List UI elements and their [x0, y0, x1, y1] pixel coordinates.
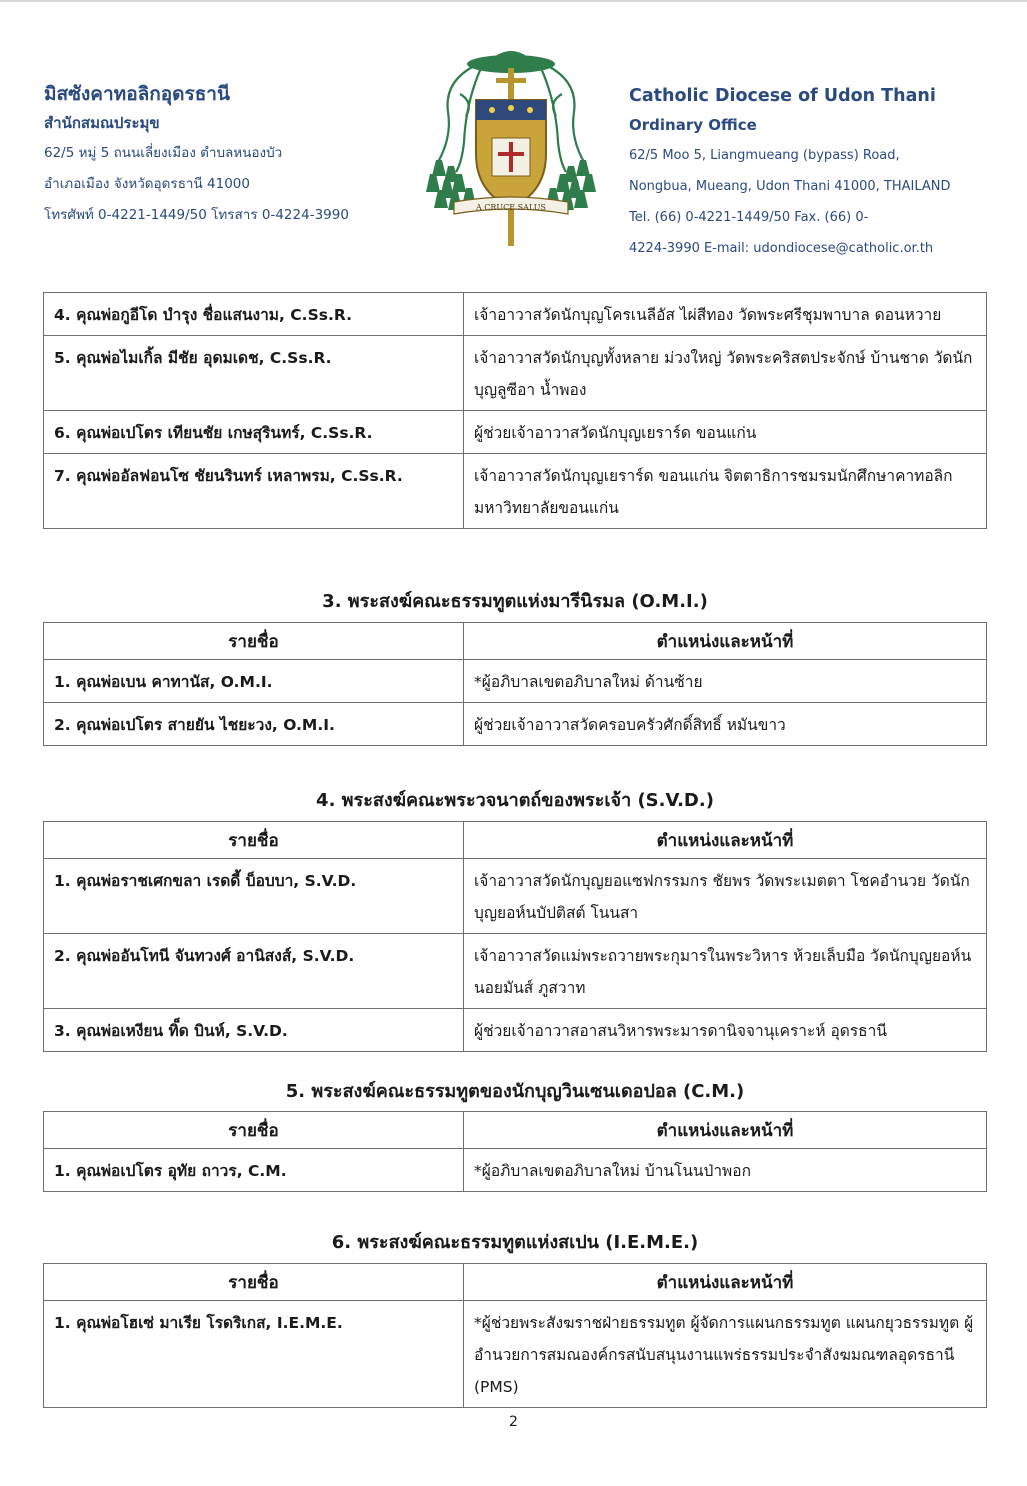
office-name-english: Ordinary Office — [629, 116, 757, 134]
section-title-omi: 3. พระสงฆ์คณะธรรมทูตแห่งมารีนิรมล (O.M.I.) — [322, 591, 708, 612]
table-header-row — [44, 623, 987, 660]
address-line-1-thai: 62/5 หมู่ 5 ถนนเลี่ยงเมือง ตำบลหนองบัว — [44, 145, 283, 161]
column-header-position: ตำแหน่งและหน้าที่ — [464, 623, 987, 660]
priest-name: 7. คุณพ่ออัลฟอนโซ ชัยนรินทร์ เหลาพรม, C.Ss.R. — [44, 454, 464, 529]
table-header-row — [44, 1264, 987, 1301]
address-line-2-thai: อำเภอเมือง จังหวัดอุดรธานี 41000 — [44, 176, 250, 192]
column-header-name: รายชื่อ — [44, 623, 464, 660]
header-thai — [44, 80, 464, 231]
table-omi — [43, 622, 987, 746]
table-row — [44, 293, 987, 336]
section-title-ieme: 6. พระสงฆ์คณะธรรมทูตแห่งสเปน (I.E.M.E.) — [331, 1232, 699, 1253]
priest-name: 1. คุณพ่อเบน คาทานัส, O.M.I. — [44, 660, 464, 703]
crest-motto: A CRUCE SALUS — [475, 203, 547, 212]
page-number: 2 — [509, 1414, 518, 1430]
header-english — [629, 82, 1019, 264]
column-header-name: รายชื่อ — [44, 1264, 464, 1301]
email-line-english: 4224-3990 E-mail: udondiocese@catholic.or.th — [629, 241, 934, 256]
section-title-cm: 5. พระสงฆ์คณะธรรมทูตของนักบุญวินเซนเดอปอล (C.M.) — [285, 1081, 745, 1102]
priest-name: 2. คุณพ่ออันโทนี จันทวงศ์ อานิสงส์, S.V.D. — [44, 934, 464, 1009]
column-header-position: ตำแหน่งและหน้าที่ — [464, 822, 987, 859]
section-title-svd: 4. พระสงฆ์คณะพระวจนาตถ์ของพระเจ้า (S.V.D.) — [316, 790, 714, 811]
table-row — [44, 660, 987, 703]
table-header-row — [44, 1112, 987, 1149]
office-name-thai: สำนักสมณประมุข — [44, 114, 160, 132]
column-header-position: ตำแหน่งและหน้าที่ — [464, 1112, 987, 1149]
table-cssr-continued — [43, 292, 987, 529]
priest-position: ผู้ช่วยเจ้าอาวาสวัดนักบุญเยราร์ด ขอนแก่น — [464, 411, 987, 454]
priest-position: ผู้ช่วยเจ้าอาวาสวัดครอบครัวศักดิ์สิทธิ์ หมันขาว — [464, 703, 987, 746]
column-header-name: รายชื่อ — [44, 1112, 464, 1149]
table-row — [44, 703, 987, 746]
table-cm — [43, 1111, 987, 1192]
priest-name: 6. คุณพ่อเปโตร เทียนชัย เกษสุรินทร์, C.Ss.R. — [44, 411, 464, 454]
priest-name: 1. คุณพ่อเปโตร อุทัย ถาวร, C.M. — [44, 1149, 464, 1192]
priest-position: เจ้าอาวาสวัดนักบุญเยราร์ด ขอนแก่น จิตตาธิการชมรมนักศึกษาคาทอลิก มหาวิทยาลัยขอนแก่น — [464, 454, 987, 529]
table-header-row — [44, 822, 987, 859]
top-border — [0, 0, 1027, 2]
priest-position: *ผู้อภิบาลเขตอภิบาลใหม่ ด้านซ้าย — [464, 660, 987, 703]
table-row — [44, 859, 987, 934]
address-line-2-english: Nongbua, Mueang, Udon Thani 41000, THAILAND — [629, 179, 951, 194]
phone-line-english: Tel. (66) 0-4221-1449/50 Fax. (66) 0- — [629, 210, 869, 225]
priest-position: *ผู้ช่วยพระสังฆราชฝ่ายธรรมทูต ผู้จัดการแผนกธรรมทูต แผนกยุวธรรมทูต ผู้อำนวยการสมณองค์กรสนับสนุนงานแพร่ธรรมประจำสังฆมณฑลอุดรธานี (PMS) — [464, 1301, 987, 1408]
address-line-1-english: 62/5 Moo 5, Liangmueang (bypass) Road, — [629, 148, 900, 163]
table-row — [44, 1009, 987, 1052]
priest-position: *ผู้อภิบาลเขตอภิบาลใหม่ บ้านโนนป่าพอก — [464, 1149, 987, 1192]
table-ieme — [43, 1263, 987, 1408]
table-row — [44, 454, 987, 529]
priest-position: เจ้าอาวาสวัดนักบุญโครเนลีอัส ไผ่สีทอง วัดพระศรีชุมพาบาล ดอนหวาย — [464, 293, 987, 336]
table-row — [44, 411, 987, 454]
column-header-position: ตำแหน่งและหน้าที่ — [464, 1264, 987, 1301]
priest-position: เจ้าอาวาสวัดนักบุญยอแซฟกรรมกร ชัยพร วัดพระเมตตา โชคอำนวย วัดนักบุญยอห์นบัปติสต์ โนนสา — [464, 859, 987, 934]
diocese-crest-icon — [426, 42, 596, 248]
diocese-name-thai: มิสซังคาทอลิกอุดรธานี — [44, 83, 230, 105]
diocese-name-english: Catholic Diocese of Udon Thani — [629, 86, 936, 106]
table-row — [44, 336, 987, 411]
phone-line-thai: โทรศัพท์ 0-4221-1449/50 โทรสาร 0-4224-3990 — [44, 207, 349, 223]
table-row — [44, 1301, 987, 1408]
priest-position: เจ้าอาวาสวัดนักบุญทั้งหลาย ม่วงใหญ่ วัดพระคริสตประจักษ์ บ้านชาด วัดนักบุญลูซีอา น้ำพอง — [464, 336, 987, 411]
table-svd — [43, 821, 987, 1052]
priest-position: เจ้าอาวาสวัดแม่พระถวายพระกุมารในพระวิหาร ห้วยเล็บมือ วัดนักบุญยอห์นนอยมันส์ ภูสวาท — [464, 934, 987, 1009]
priest-name: 2. คุณพ่อเปโตร สายยัน ไชยะวง, O.M.I. — [44, 703, 464, 746]
priest-name: 3. คุณพ่อเหงียน ทิ็ด บินห์, S.V.D. — [44, 1009, 464, 1052]
priest-name: 5. คุณพ่อไมเกิ้ล มีชัย อุดมเดช, C.Ss.R. — [44, 336, 464, 411]
priest-name: 1. คุณพ่อโฮเซ่ มาเรีย โรดริเกส, I.E.M.E. — [44, 1301, 464, 1408]
priest-position: ผู้ช่วยเจ้าอาวาสอาสนวิหารพระมารดานิจจานุเคราะห์ อุดรธานี — [464, 1009, 987, 1052]
table-row — [44, 934, 987, 1009]
table-row — [44, 1149, 987, 1192]
column-header-name: รายชื่อ — [44, 822, 464, 859]
priest-name: 4. คุณพ่อกูอีโด บำรุง ชื่อแสนงาม, C.Ss.R. — [44, 293, 464, 336]
priest-name: 1. คุณพ่อราชเศกขลา เรดดี้ บ็อบบา, S.V.D. — [44, 859, 464, 934]
